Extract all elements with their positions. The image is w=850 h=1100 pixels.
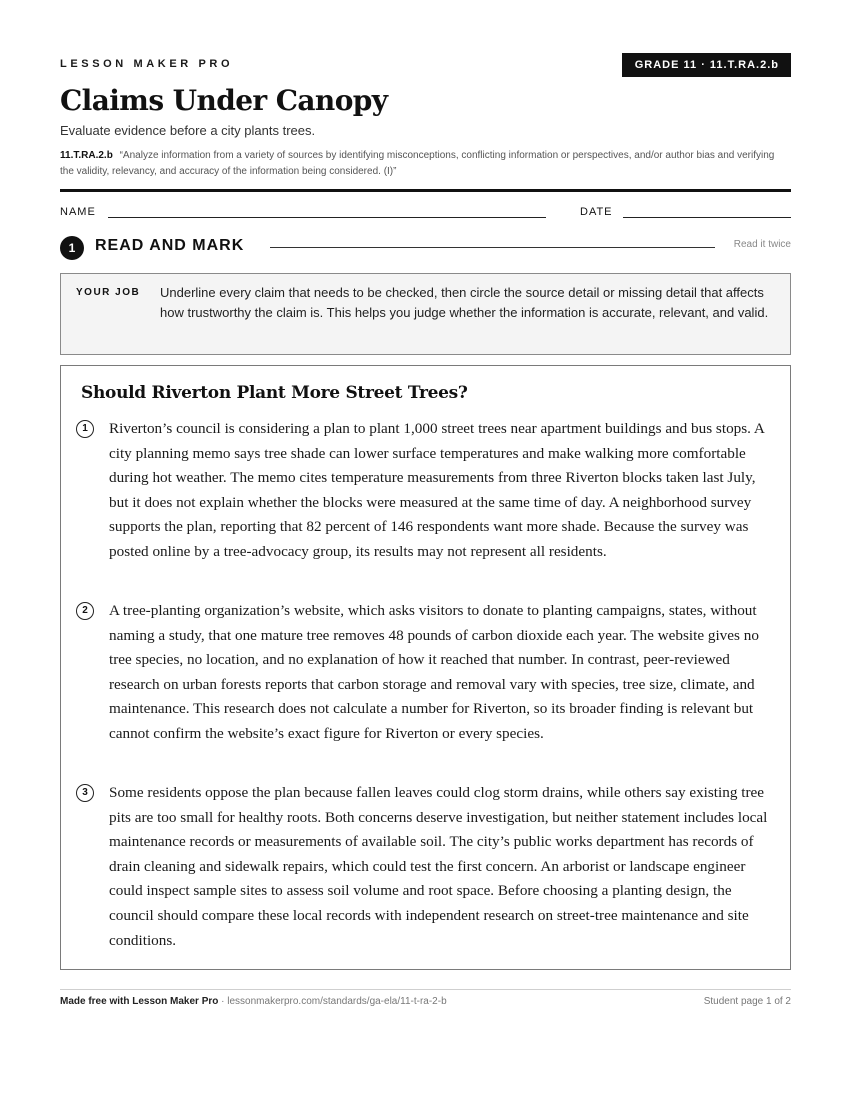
footer-url[interactable]: · lessonmakerpro.com/standards/ga-ela/11-t-ra-2-b	[218, 996, 447, 1007]
paragraph-text: A tree-planting organization’s website, which asks visitors to donate to planting campaigns, states, without naming a study, that one mature tree removes 48 pounds of carbon dioxide each year. The website gives no tree species, no location, and no explanation of how it reached that number. In contrast, peer-reviewed research on urban forests reports that carbon storage and removal vary with species, tree size, climate, and maintenance. This research does not calculate a number for Riverton, so its broader finding is relevant but cannot confirm the website’s exact figure for Riverton or every species.	[109, 602, 759, 742]
footer-divider	[60, 989, 791, 990]
instructions-box	[60, 273, 791, 355]
page-subtitle: Evaluate evidence before a city plants trees.	[60, 123, 316, 138]
paragraph-number: 3	[76, 784, 94, 802]
section-note: Read it twice	[733, 239, 791, 250]
footer-credit	[60, 996, 447, 1007]
paragraph-text: Riverton’s council is considering a plan to plant 1,000 street trees near apartment buildings and bus stops. A city planning memo says tree shade can lower surface temperatures and make walking more comfortable during hot weather. The memo cites temperature measurements from three Riverton blocks taken last July, but it does not explain whether the blocks were measured at the same time of day. A neighborhood survey supports the plan, reporting that 82 percent of 146 respondents want more shade. Because the survey was posted online by a tree-advocacy group, its results may not represent all residents.	[109, 420, 765, 560]
section-header	[60, 234, 791, 260]
standard-text: “Analyze information from a variety of sources by identifying misconceptions, conflicting information or perspectives, and/or author bias and verifying the validity, relevancy, and accuracy of the information being considered. (I)”	[60, 150, 775, 177]
footer-made-with: Made free with Lesson Maker Pro	[60, 996, 219, 1007]
name-field[interactable]	[108, 217, 546, 218]
paragraph-number: 2	[76, 602, 94, 620]
page-title: Claims Under Canopy	[60, 84, 388, 117]
brand-name: LESSON MAKER PRO	[60, 58, 234, 70]
instructions-label: YOUR JOB	[76, 287, 141, 298]
paragraph-number: 1	[76, 420, 94, 438]
footer-page-number: Student page 1 of 2	[703, 996, 791, 1007]
standard-code: 11.T.RA.2.b	[60, 150, 113, 161]
date-label: DATE	[580, 206, 613, 218]
instructions-text: Underline every claim that needs to be checked, then circle the source detail or missing detail that affects how trustworthy the claim is. This helps you judge whether the information is accurate, relevant, and valid.	[160, 285, 769, 320]
name-date-row	[60, 205, 791, 221]
reading-passage	[60, 365, 791, 970]
header-divider	[60, 189, 791, 192]
name-label: NAME	[60, 206, 96, 218]
section-title: READ AND MARK	[95, 237, 245, 254]
grade-badge: GRADE 11 · 11.T.RA.2.b	[622, 53, 791, 77]
date-field[interactable]	[623, 217, 791, 218]
passage-title: Should Riverton Plant More Street Trees?	[81, 383, 468, 403]
section-number-badge: 1	[60, 236, 84, 260]
section-divider	[270, 247, 715, 248]
paragraph-text: Some residents oppose the plan because fallen leaves could clog storm drains, while others say existing tree pits are too small for healthy roots. Both concerns deserve investigation, but neither statement includes local maintenance records or measurements of available soil. The city’s public works department has records of drain cleaning and sidewalk repairs, which could test the first concern. An arborist or landscape engineer could inspect sample sites to assess soil volume and root space. Before choosing a planting design, the council should compare these local records with independent research on street-tree maintenance and site conditions.	[109, 784, 768, 949]
standard-description	[60, 148, 791, 180]
